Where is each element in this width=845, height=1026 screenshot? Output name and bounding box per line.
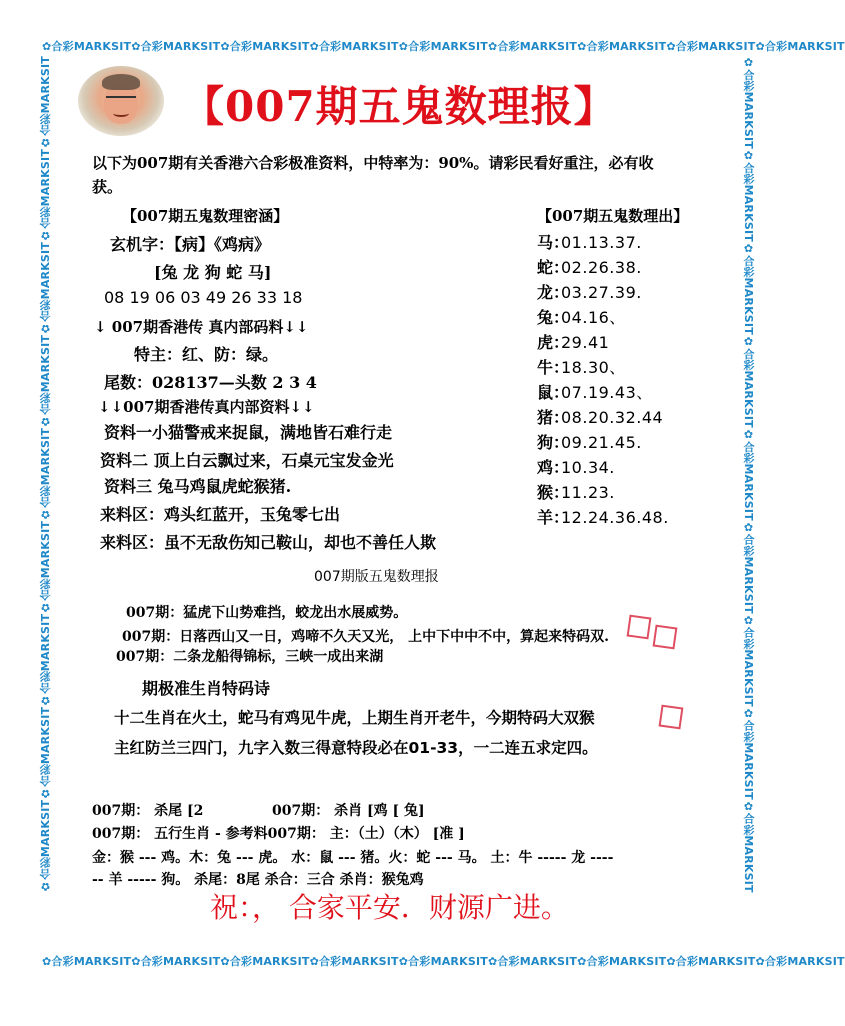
blessing: 祝：， 合家平安．财源广进。 <box>210 891 569 924</box>
neibu-line: ↓ 007期香港传 真内部码料↓↓ <box>94 318 309 336</box>
stamp-mark <box>659 705 684 730</box>
wuxing-line-1: 金：猴 --- 鸡。木：兔 --- 虎。 水：鼠 --- 猪。火：蛇 --- 马。 土：牛 ----- 龙 ---- <box>92 850 614 866</box>
shawei-line: 007期： 杀尾 [2 <box>92 803 204 819</box>
numbers-line: 08 19 06 03 49 26 33 18 <box>104 288 303 307</box>
lailiao-2: 来料区：虽不无敌伤知己鞍山，却也不善任人欺 <box>100 533 437 552</box>
zodiac-row: 猪：08.20.32.44 <box>537 408 664 427</box>
xuanji-line: 玄机字：【病】《鸡病》 <box>110 235 271 254</box>
tezhu-line: 特主：红、防：绿。 <box>134 345 279 364</box>
page-title: 【007期五鬼数理报】 <box>182 82 617 131</box>
zodiac-row: 虎：29.41 <box>537 333 610 352</box>
zodiac-row: 兔：04.16、 <box>537 308 626 327</box>
border-top: ✿合彩MARKSIT✿合彩MARKSIT✿合彩MARKSIT✿合彩MARKSIT✿合彩MARKSIT✿合彩MARKSIT✿合彩MARKSIT✿合彩MARKSIT✿合彩MARKSIT <box>42 40 845 53</box>
section2-line-2: 007期：日落西山又一日，鸡啼不久天又光， 上中下中中不中，算起来特码双. <box>122 629 609 645</box>
intro-line-1: 以下为007期有关香港六合彩极准资料，中特率为：90%。请彩民看好重注，必有收 <box>92 154 654 172</box>
ziliao-1: 资料一小猫警戒来捉鼠，满地皆石难行走 <box>104 423 393 442</box>
animals-line: [兔 龙 狗 蛇 马] <box>154 263 272 282</box>
zodiac-row: 猴：11.23. <box>537 483 615 502</box>
poem-line-1: 十二生肖在火土，蛇马有鸡见牛虎，上期生肖开老牛，今期特码大双猴 <box>114 709 595 727</box>
wuxing-line-2: -- 羊 ----- 狗。 杀尾：8尾 杀合：三合 杀肖：猴兔鸡 <box>92 872 424 888</box>
border-bottom: ✿合彩MARKSIT✿合彩MARKSIT✿合彩MARKSIT✿合彩MARKSIT✿合彩MARKSIT✿合彩MARKSIT✿合彩MARKSIT✿合彩MARKSIT✿合彩MARKSIT <box>42 955 845 968</box>
avatar <box>78 66 164 136</box>
ziliao-3: 资料三 兔马鸡鼠虎蛇猴猪. <box>104 477 292 496</box>
ziliao-2: 资料二 顶上白云飘过来，石桌元宝发金光 <box>100 451 394 470</box>
lailiao-1: 来料区：鸡头红蓝开，玉兔零七出 <box>100 505 341 524</box>
wuxing-heading: 007期： 五行生肖 - 参考料007期： 主：（土）（木） [准 ] <box>92 826 465 842</box>
section2-line-3: 007期：二条龙船得锦标，三峡一成出来湖 <box>116 649 384 665</box>
zodiac-row: 牛：18.30、 <box>537 358 626 377</box>
zodiac-row: 龙：03.27.39. <box>537 283 642 302</box>
shaxiao-line: 007期： 杀肖 [鸡 [ 兔] <box>272 803 425 819</box>
stamp-mark <box>627 615 652 640</box>
intro-line-2: 获。 <box>92 178 123 196</box>
poem-line-2: 主红防兰三四门，九字入数三得意特段必在01-33，一二连五求定四。 <box>114 739 598 757</box>
poem-heading: 期极准生肖特码诗 <box>142 679 271 698</box>
section2-line-1: 007期：猛虎下山势难挡，蛟龙出水展威势。 <box>126 605 408 621</box>
zodiac-row: 蛇：02.26.38. <box>537 258 642 277</box>
right-heading: 【007期五鬼数理出】 <box>537 207 689 225</box>
zodiac-row: 羊：12.24.36.48. <box>537 508 669 527</box>
zodiac-row: 狗：09.21.45. <box>537 433 642 452</box>
section2-heading: 007期版五鬼数理报 <box>314 569 439 585</box>
zodiac-row: 鸡：10.34. <box>537 458 615 477</box>
left-heading: 【007期五鬼数理密涵】 <box>122 207 289 225</box>
weishu-line: 尾数：028137—头数 2 3 4 <box>104 373 317 392</box>
zodiac-row: 鼠：07.19.43、 <box>537 383 653 402</box>
border-left: ✿合彩MARKSIT✿合彩MARKSIT✿合彩MARKSIT✿合彩MARKSIT✿合彩MARKSIT✿合彩MARKSIT✿合彩MARKSIT✿合彩MARKSIT✿合彩MARKSIT <box>39 56 52 893</box>
neibu2-line: ↓↓007期香港传真内部资料↓↓ <box>98 398 315 416</box>
border-right: ✿合彩MARKSIT✿合彩MARKSIT✿合彩MARKSIT✿合彩MARKSIT✿合彩MARKSIT✿合彩MARKSIT✿合彩MARKSIT✿合彩MARKSIT✿合彩MARKSIT <box>742 56 755 893</box>
stamp-mark <box>653 625 678 650</box>
zodiac-row: 马：01.13.37. <box>537 233 642 252</box>
